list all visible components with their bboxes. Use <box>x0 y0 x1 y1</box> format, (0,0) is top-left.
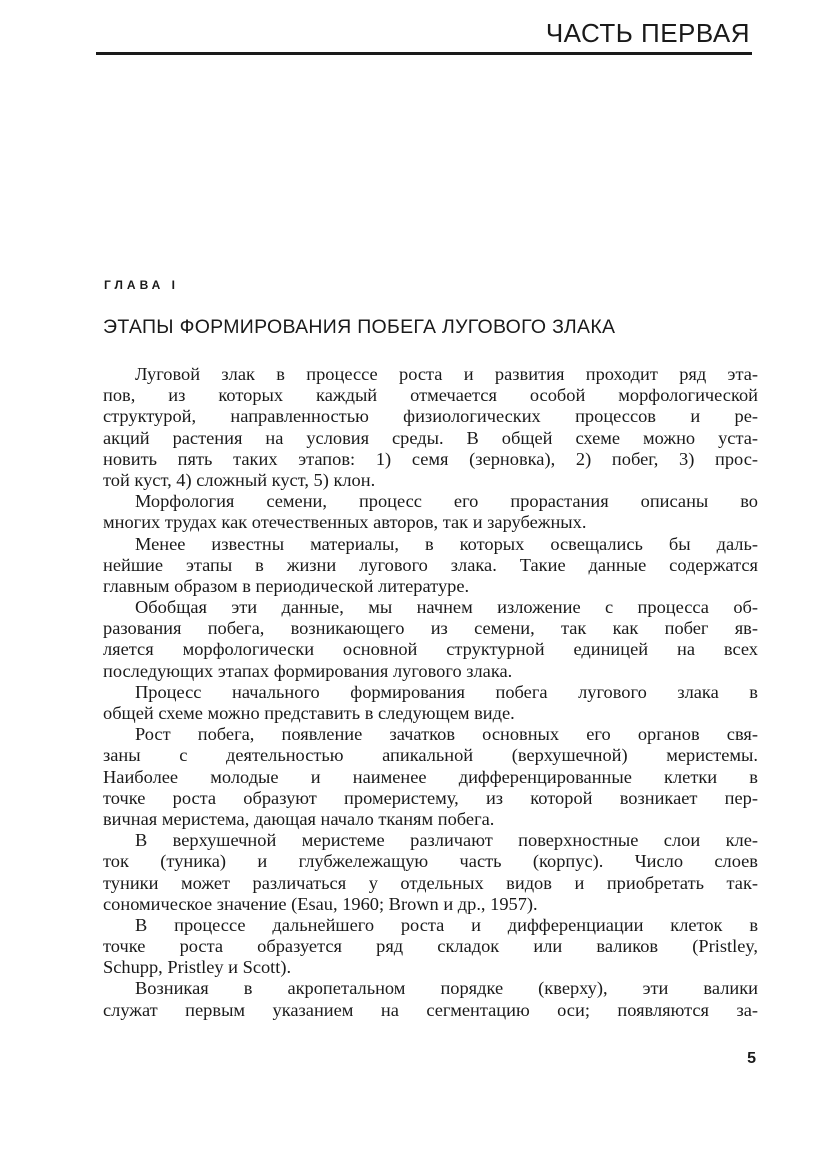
text-line: заны с деятельностью апикальной (верхушечной) меристемы. <box>103 745 758 766</box>
body-text <box>103 364 758 1021</box>
text-line: той куст, 4) сложный куст, 5) клон. <box>103 469 376 490</box>
text-line: структурой, направленностью физиологических процессов и ре- <box>103 406 758 427</box>
chapter-title: ЭТАПЫ ФОРМИРОВАНИЯ ПОБЕГА ЛУГОВОГО ЗЛАКА <box>103 316 616 338</box>
text-line: В процессе дальнейшего роста и дифференциации клеток в <box>135 914 758 935</box>
text-line: В верхушечной меристеме различают поверхностные слои кле- <box>135 830 758 851</box>
text-line: общей схеме можно представить в следующем виде. <box>103 703 515 723</box>
text-line: разования побега, возникающего из семени, так как побег яв- <box>103 618 758 639</box>
text-line: Schupp, Pristley и Scott). <box>103 957 292 978</box>
text-line: нейшие этапы в жизни лугового злака. Такие данные содержатся <box>103 554 758 575</box>
text-line: вичная меристема, дающая начало тканям побега. <box>103 808 495 829</box>
part-title: ЧАСТЬ ПЕРВАЯ <box>545 18 750 48</box>
page-number: 5 <box>747 1050 756 1067</box>
text-line: многих трудах как отечественных авторов, так и зарубежных. <box>103 512 587 533</box>
text-line: Процесс начального формирования побега лугового злака в <box>135 681 758 702</box>
text-line: Луговой злак в процессе роста и развития проходит ряд эта- <box>135 364 758 384</box>
text-line: ляется морфологически основной структурной единицей на всех <box>103 639 758 660</box>
text-line: Морфология семени, процесс его прорастания описаны во <box>135 491 758 512</box>
text-line: сономическое значение (Esau, 1960; Brown и др., 1957). <box>103 893 538 914</box>
text-line: последующих этапах формирования лугового злака. <box>103 660 513 681</box>
text-line: Обобщая эти данные, мы начнем изложение с процесса об- <box>135 597 758 618</box>
text-line: служат первым указанием на сегментацию оси; появляются за- <box>103 999 758 1020</box>
text-line: точке роста образуют промеристему, из которой возникает пер- <box>103 787 758 808</box>
text-line: главным образом в периодической литературе. <box>103 575 470 596</box>
text-line: акций растения на условия среды. В общей схеме можно уста- <box>103 427 758 448</box>
text-line: пов, из которых каждый отмечается особой морфологической <box>103 385 758 406</box>
text-line: точке роста образуется ряд складок или валиков (Pristley, <box>103 936 758 957</box>
header-rule <box>96 52 752 55</box>
chapter-label: ГЛАВА I <box>104 278 179 292</box>
text-line: туники может различаться у отдельных видов и приобретать так- <box>103 872 758 893</box>
text-line: ток (туника) и глубжележащую часть (корпус). Число слоев <box>103 851 758 872</box>
text-line: новить пять таких этапов: 1) семя (зерновка), 2) побег, 3) прос- <box>103 448 758 469</box>
text-line: Менее известны материалы, в которых освещались бы даль- <box>135 533 758 554</box>
text-line: Наиболее молодые и наименее дифференцированные клетки в <box>103 766 758 787</box>
text-line: Рост побега, появление зачатков основных его органов свя- <box>135 724 758 745</box>
text-line: Возникая в акропетальном порядке (кверху), эти валики <box>135 978 758 999</box>
